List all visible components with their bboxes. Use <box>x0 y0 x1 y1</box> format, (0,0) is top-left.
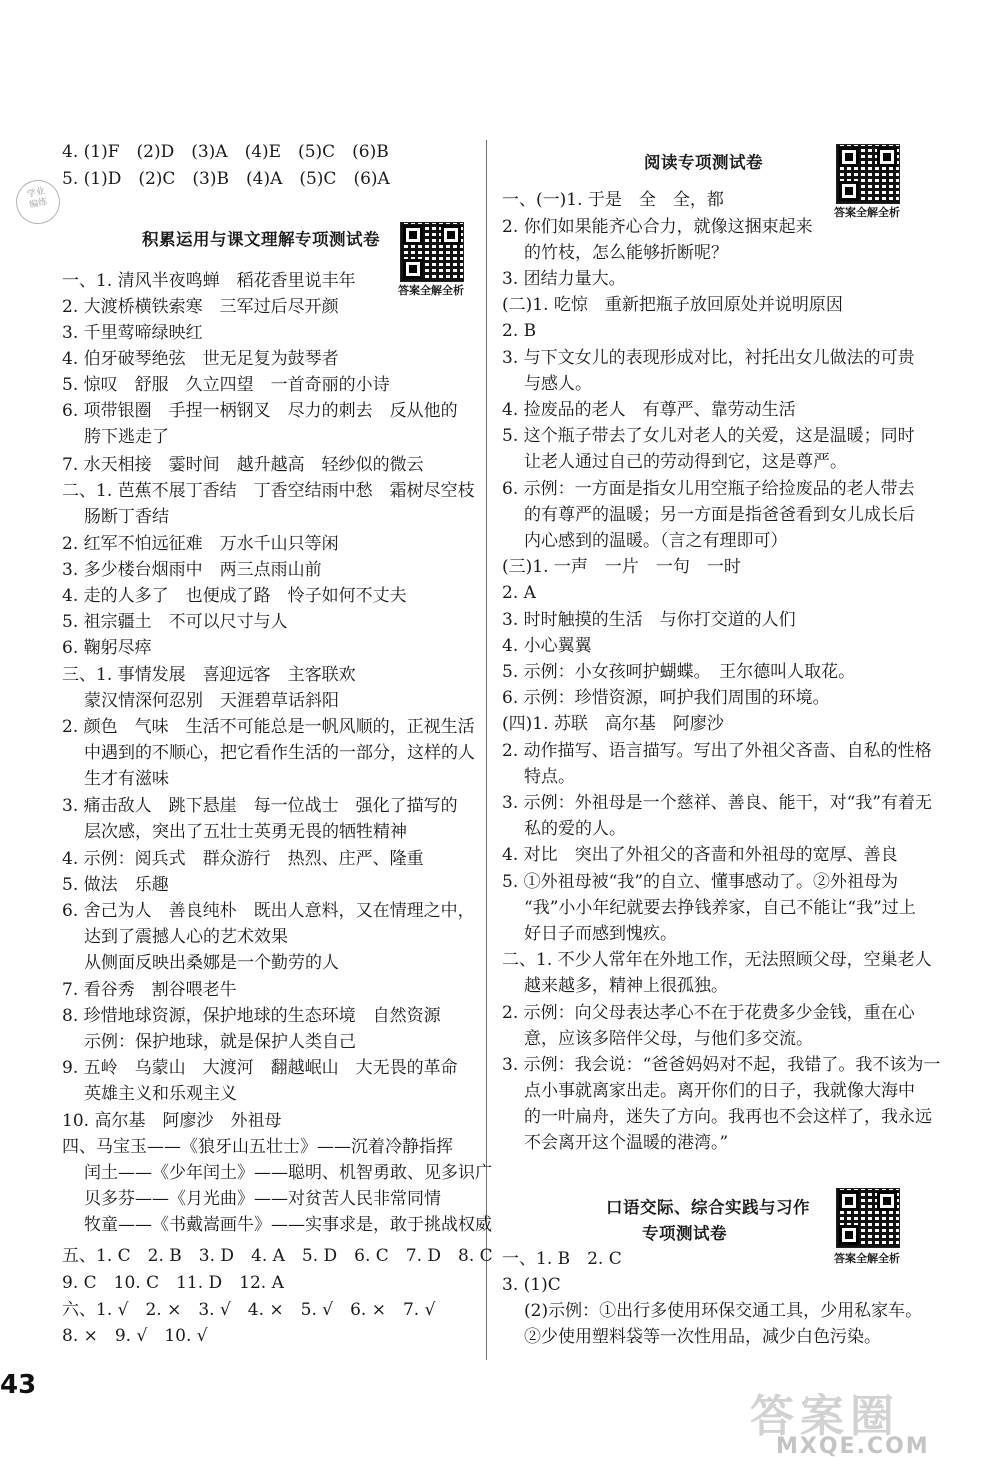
section-title-accumulation: 积累运用与课文理解专项测试卷 <box>142 230 380 249</box>
answer-line: 2. 大渡桥横铁索寒 三军过后尽开颜 <box>62 297 339 317</box>
answer-line: 2. 示例：向父母表达孝心不在于花费多少金钱，重在心 <box>502 1003 915 1023</box>
answer-line: 的竹枝，怎么能够折断呢？ <box>524 243 728 263</box>
answer-line: 3. 示例：外祖母是一个慈祥、善良、能干，对“我”有着无 <box>502 793 933 813</box>
answer-line: 4. (1)F (2)D (3)A (4)E (5)C (6)B <box>62 142 389 162</box>
answer-line: 5. 示例：小女孩呵护蝴蝶。 王尔德叫人取花。 <box>502 662 856 682</box>
answer-line: 2. B <box>502 321 537 341</box>
answer-line: 3. 多少楼台烟雨中 两三点雨山前 <box>62 560 322 580</box>
answer-line: (二)1. 吃惊 重新把瓶子放回原处并说明原因 <box>502 295 843 315</box>
answer-line: 3. 痛击敌人 跳下悬崖 每一位战士 强化了描写的 <box>62 796 458 816</box>
answer-line: 4. 捡废品的老人 有尊严、靠劳动生活 <box>502 400 796 420</box>
answer-line: 不会离开这个温暖的港湾。” <box>524 1133 729 1153</box>
answer-line: 5. 这个瓶子带去了女儿对老人的关爱，这是温暖；同时 <box>502 426 915 446</box>
answer-line: 5. 做法 乐趣 <box>62 875 169 895</box>
answer-line: 私的爱的人。 <box>524 819 626 839</box>
answer-line: 的有尊严的温暖；另一方面是指爸爸看到女儿成长后 <box>524 505 915 525</box>
answer-line: 一、(一)1. 于是 全 全，都 <box>502 190 724 210</box>
answer-line: 5. 惊叹 舒服 久立四望 一首奇丽的小诗 <box>62 375 390 395</box>
answer-line: 一、1. B 2. C <box>502 1249 622 1269</box>
answer-line: ②少使用塑料袋等一次性用品，减少白色污染。 <box>524 1327 881 1347</box>
watermark-text: 答案圈 <box>750 1391 900 1442</box>
answer-line: 4. 伯牙破琴绝弦 世无足复为鼓琴者 <box>62 349 339 369</box>
answer-line: 2. 动作描写、语言描写。写出了外祖父吝啬、自私的性格 <box>502 741 932 761</box>
answer-line: 示例：保护地球，就是保护人类自己 <box>84 1032 356 1052</box>
answer-line: 好日子而感到愧疚。 <box>524 924 677 944</box>
answer-line: 6. 鞠躬尽瘁 <box>62 638 152 658</box>
answer-line: 特点。 <box>524 767 575 787</box>
answer-line: 牧童——《书戴嵩画牛》——实事求是，敢于挑战权威 <box>84 1215 492 1235</box>
answer-line: 点小事就离家出走。离开你们的日子，我就像大海中 <box>524 1081 915 1101</box>
answer-line: 贝多芬——《月光曲》——对贫苦人民非常同情 <box>84 1189 441 1209</box>
section-subtitle-oral: 专项测试卷 <box>642 1224 727 1243</box>
answer-line: 3. 千里莺啼绿映红 <box>62 323 203 343</box>
answer-line: 四、马宝玉——《狼牙山五壮士》——沉着冷静指挥 <box>62 1137 453 1157</box>
answer-line: 闰土——《少年闰土》——聪明、机智勇敢、见多识广 <box>84 1163 492 1183</box>
section-title-oral: 口语交际、综合实践与习作 <box>606 1198 810 1217</box>
answer-line: 6. 项带银圈 手捏一柄钢叉 尽力的刺去 反从他的 <box>62 401 458 421</box>
answer-line: 3. 团结力量大。 <box>502 269 626 289</box>
answer-line: 2. A <box>502 583 536 603</box>
answer-line: 4. 小心翼翼 <box>502 636 592 656</box>
answer-line: 层次感，突出了五壮士英勇无畏的牺牲精神 <box>84 822 407 842</box>
qr-caption: 答案全解全析 <box>834 1252 900 1265</box>
answer-line: 7. 水天相接 霎时间 越升越高 轻纱似的微云 <box>62 455 424 475</box>
answer-line: 与感人。 <box>524 374 592 394</box>
answer-line: 6. 舍己为人 善良纯朴 既出人意料，又在情理之中， <box>62 901 475 921</box>
answer-line: 蒙汉情深何忍别 天涯碧草话斜阳 <box>84 691 339 711</box>
answer-line: 意，应该多陪伴父母，与他们多交流。 <box>524 1029 813 1049</box>
answer-line: 5. (1)D (2)C (3)B (4)A (5)C (6)A <box>62 169 390 189</box>
answer-line: 胯下逃走了 <box>84 427 169 447</box>
answer-line: 9. 五岭 乌蒙山 大渡河 翻越岷山 大无畏的革命 <box>62 1058 458 1078</box>
answer-line: (2)示例：①出行多使用环保交通工具，少用私家车。 <box>524 1301 923 1321</box>
stamp-seal: 学业 编练 <box>12 176 64 228</box>
answer-line: 内心感到的温暖。（言之有理即可） <box>524 531 788 551</box>
answer-line: 6. 示例：一方面是指女儿用空瓶子给捡废品的老人带去 <box>502 479 915 499</box>
qr-code-icon[interactable] <box>400 222 464 282</box>
answer-line: 9. C 10. C 11. D 12. A <box>62 1273 284 1293</box>
qr-caption: 答案全解全析 <box>398 284 464 297</box>
answer-line: 一、1. 清风半夜鸣蝉 稻花香里说丰年 <box>62 271 356 291</box>
answer-line: 3. (1)C <box>502 1275 561 1295</box>
answer-line: 中遇到的不顺心，把它看作生活的一部分，这样的人 <box>84 743 475 763</box>
answer-line: 从侧面反映出桑娜是一个勤劳的人 <box>84 953 339 973</box>
qr-code-icon[interactable] <box>836 1188 900 1248</box>
answer-line: 二、1. 芭蕉不展丁香结 丁香空结雨中愁 霜树尽空枝 <box>62 481 475 501</box>
answer-line: 4. 示例：阅兵式 群众游行 热烈、庄严、隆重 <box>62 849 424 869</box>
answer-line: 生才有滋味 <box>84 769 169 789</box>
answer-line: 5. 祖宗疆土 不可以尺寸与人 <box>62 612 288 632</box>
answer-line: 6. 示例：珍惜资源，呵护我们周围的环境。 <box>502 688 830 708</box>
answer-line: (四)1. 苏联 高尔基 阿廖沙 <box>502 714 724 734</box>
page-number: 43 <box>0 1370 37 1400</box>
answer-line: 7. 看谷秀 割谷喂老牛 <box>62 980 237 1000</box>
answer-line: 肠断丁香结 <box>84 507 169 527</box>
answer-line: 4. 对比 突出了外祖父的吝啬和外祖母的宽厚、善良 <box>502 845 898 865</box>
answer-line: 2. 颜色 气味 生活不可能总是一帆风顺的，正视生活 <box>62 717 475 737</box>
answer-line: 2. 红军不怕远征难 万水千山只等闲 <box>62 534 339 554</box>
answer-line: 英雄主义和乐观主义 <box>84 1084 237 1104</box>
answer-line: 六、1. √ 2. × 3. √ 4. × 5. √ 6. × 7. √ <box>62 1300 436 1320</box>
answer-line: 5. ①外祖母被“我”的自立、懂事感动了。②外祖母为 <box>502 872 899 892</box>
answer-line: 越来越多，精神上很孤独。 <box>524 976 728 996</box>
answer-line: 10. 高尔基 阿廖沙 外祖母 <box>62 1111 282 1131</box>
answer-line: 的一叶扁舟，迷失了方向。我再也不会这样了，我永远 <box>524 1107 932 1127</box>
answer-line: “我”小小年纪就要去挣钱养家，自己不能让“我”过上 <box>524 898 916 918</box>
answer-line: 达到了震撼人心的艺术效果 <box>84 927 288 947</box>
answer-line: 五、1. C 2. B 3. D 4. A 5. D 6. C 7. D 8. C <box>62 1246 493 1266</box>
answer-line: 4. 走的人多了 也便成了路 怜子如何不丈夫 <box>62 586 407 606</box>
answer-line: 让老人通过自己的劳动得到它，这是尊严。 <box>524 452 847 472</box>
answer-line: 2. 你们如果能齐心合力，就像这捆束起来 <box>502 217 813 237</box>
qr-code-icon[interactable] <box>836 144 900 204</box>
answer-line: 3. 示例：我会说：“爸爸妈妈对不起，我错了。我不该为一 <box>502 1055 941 1075</box>
answer-line: 3. 与下文女儿的表现形成对比，衬托出女儿做法的可贵 <box>502 348 915 368</box>
answer-line: 3. 时时触摸的生活 与你打交道的人们 <box>502 610 796 630</box>
answer-line: 二、1. 不少人常年在外地工作，无法照顾父母，空巢老人 <box>502 950 932 970</box>
watermark-url: MXQE.COM <box>776 1434 930 1459</box>
section-title-reading: 阅读专项测试卷 <box>644 153 763 172</box>
answer-line: 8. 珍惜地球资源，保护地球的生态环境 自然资源 <box>62 1006 441 1026</box>
answer-line: 三、1. 事情发展 喜迎远客 主客联欢 <box>62 665 356 685</box>
answer-line: (三)1. 一声 一片 一句 一时 <box>502 557 741 577</box>
answer-line: 8. × 9. √ 10. √ <box>62 1326 208 1346</box>
qr-caption: 答案全解全析 <box>834 206 900 219</box>
watermark-logo <box>720 1380 990 1466</box>
